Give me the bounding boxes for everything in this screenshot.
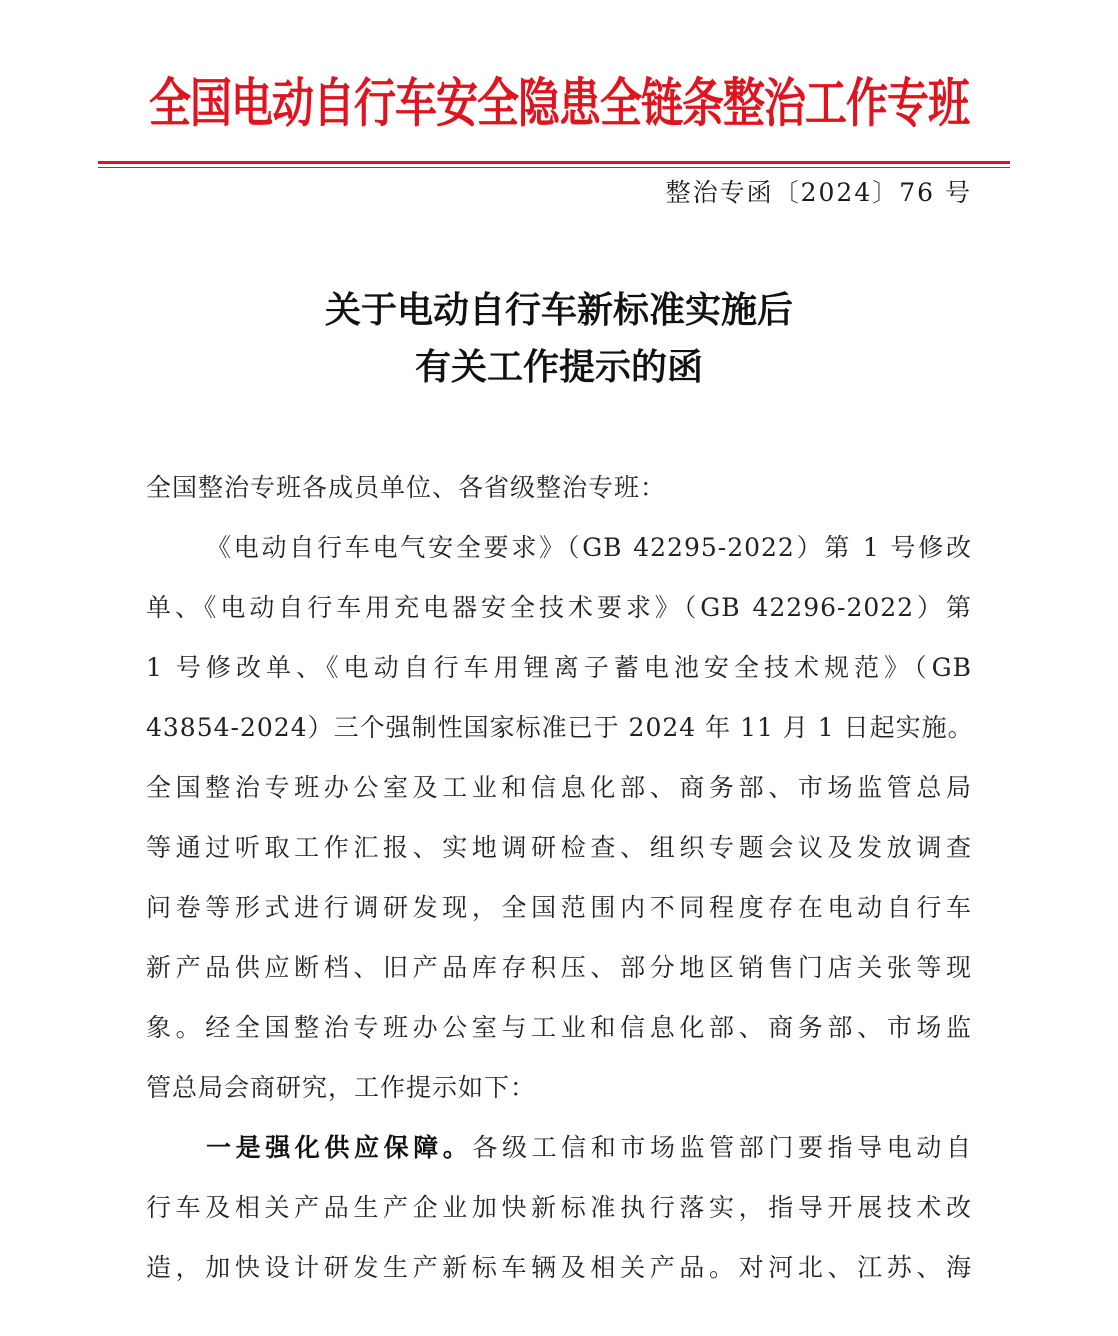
point-1-lead: 一是强化供应保障。 — [206, 1133, 473, 1162]
title-line-1: 关于电动自行车新标准实施后 — [324, 290, 793, 331]
body-line: 《电动自行车电气安全要求》（GB 42295-2022）第 1 号修改 — [206, 533, 972, 562]
title-line-2: 有关工作提示的函 — [414, 347, 703, 388]
organization-header: 全国电动自行车安全隐患全链条整治工作专班 — [148, 72, 969, 134]
header-red-rule — [98, 161, 1010, 164]
body-line: 象。经全国整治专班办公室与工业和信息化部、商务部、市场监 — [146, 1013, 972, 1042]
body-line: 1 号修改单、《电动自行车用锂离子蓄电池安全技术规范》（GB — [146, 653, 972, 682]
body-line: 等通过听取工作汇报、实地调研检查、组织专题会议及发放调查 — [146, 833, 972, 862]
header-red-rule-thin — [98, 167, 1010, 168]
body-line: 全国整治专班办公室及工业和信息化部、商务部、市场监管总局 — [146, 773, 972, 802]
point-1-text: 各级工信和市场监管部门要指导电动自 — [472, 1133, 972, 1162]
salutation: 全国整治专班各成员单位、各省级整治专班： — [146, 473, 667, 502]
body-line: 造，加快设计研发生产新标车辆及相关产品。对河北、江苏、海 — [146, 1253, 972, 1282]
body-line: 管总局会商研究，工作提示如下： — [146, 1073, 537, 1102]
body-line: 新产品供应断档、旧产品库存积压、部分地区销售门店关张等现 — [146, 953, 972, 982]
body-line: 行车及相关产品生产企业加快新标准执行落实，指导开展技术改 — [146, 1193, 972, 1222]
body-line: 单、《电动自行车用充电器安全技术要求》（GB 42296-2022）第 — [146, 593, 972, 622]
body-line: 问卷等形式进行调研发现，全国范围内不同程度存在电动自行车 — [146, 893, 972, 922]
document-title — [0, 282, 1118, 396]
document-number: 整治专函〔2024〕76 号 — [665, 178, 972, 207]
point-1-first-line — [146, 1118, 972, 1178]
body-line: 43854-2024）三个强制性国家标准已于 2024 年 11 月 1 日起实施。 — [146, 713, 974, 742]
document-body — [146, 458, 972, 1298]
